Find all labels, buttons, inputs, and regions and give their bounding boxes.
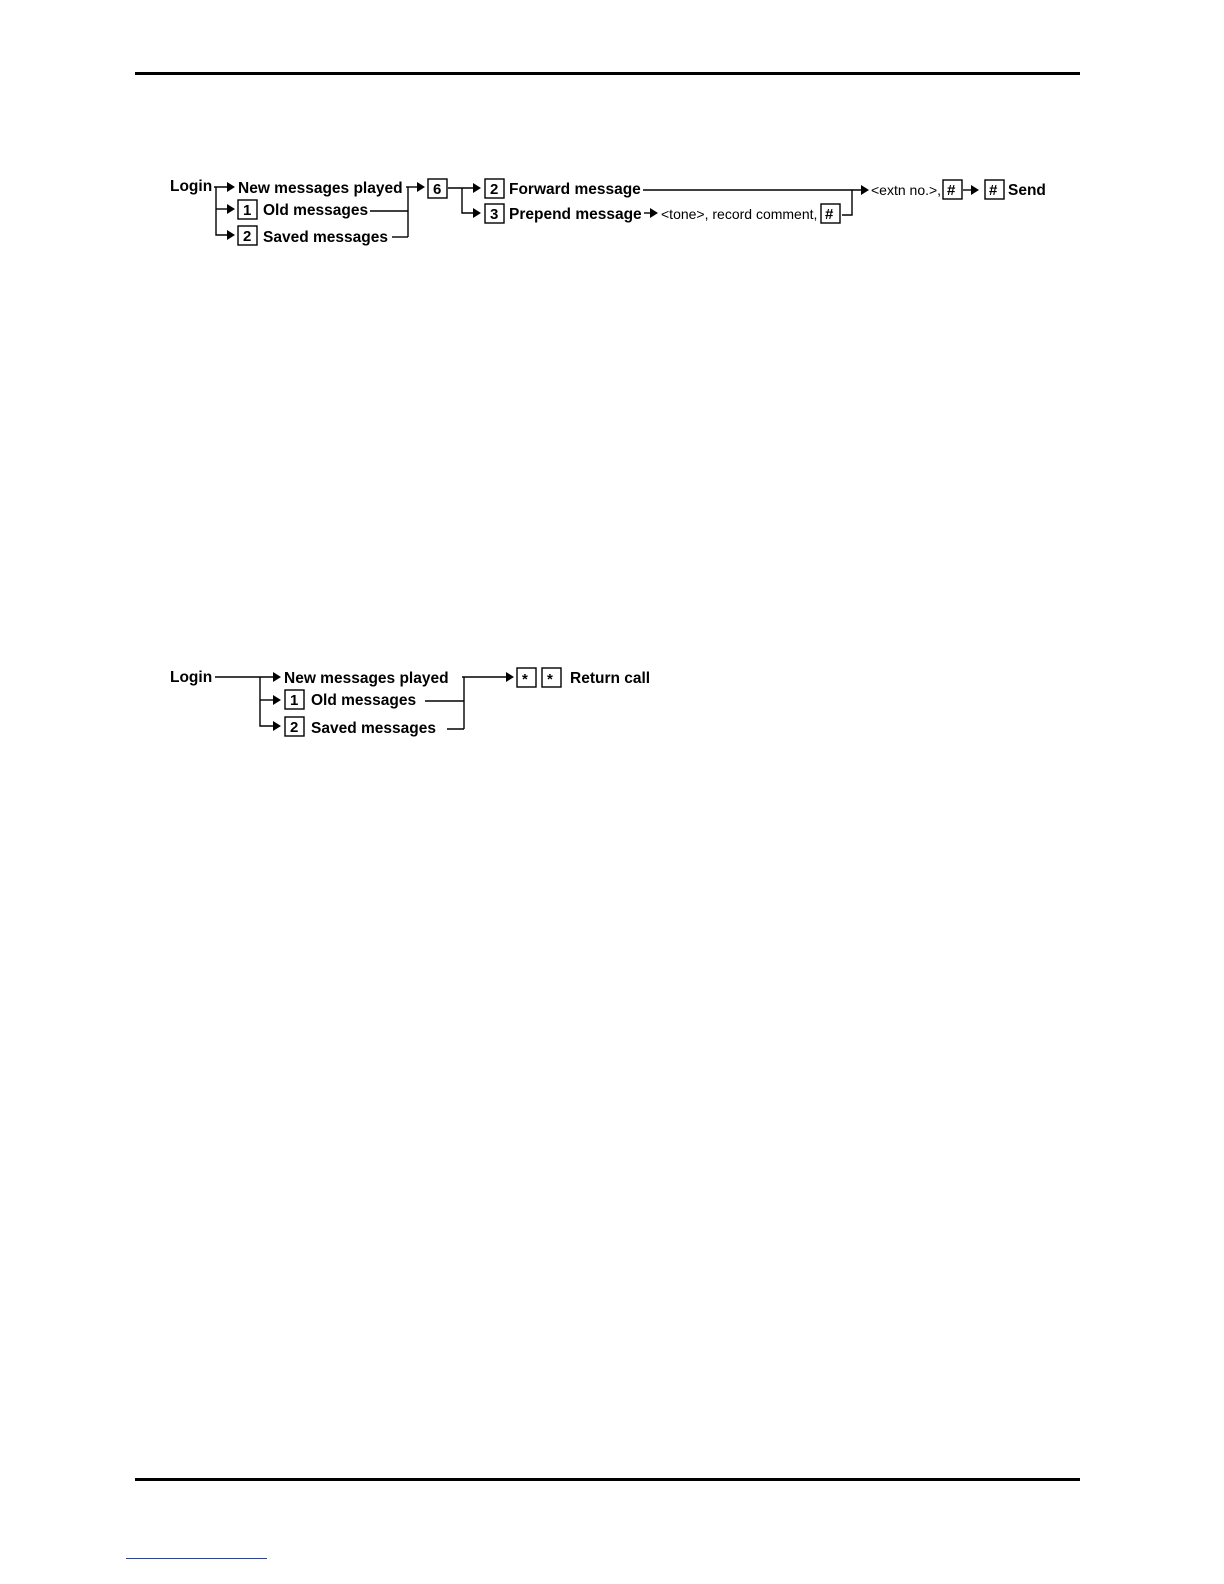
prepend-steps-text: <tone>, record comment, (661, 206, 818, 222)
saved-messages-label: Saved messages (263, 229, 388, 246)
star-key-2: * (547, 671, 553, 688)
new-messages-label: New messages played (238, 180, 403, 197)
extn-number-text: <extn no.>, (871, 182, 942, 198)
old-messages-key-2: 1 (290, 692, 299, 709)
footer-rule (135, 1478, 1080, 1481)
return-call-diagram (0, 640, 1224, 760)
prepend-message-label: Prepend message (509, 206, 642, 223)
login-label: Login (170, 178, 213, 195)
send-hash-key: # (989, 182, 998, 199)
forward-message-diagram (0, 0, 1224, 300)
extn-hash-key: # (947, 182, 956, 199)
old-messages-label-2: Old messages (311, 692, 417, 709)
saved-messages-key-2: 2 (290, 719, 299, 736)
old-messages-label: Old messages (263, 202, 369, 219)
forward-key: 2 (490, 181, 499, 198)
saved-messages-label-2: Saved messages (311, 720, 436, 737)
menu-key-6: 6 (433, 181, 442, 198)
old-messages-key: 1 (243, 202, 252, 219)
prepend-key: 3 (490, 206, 499, 223)
star-key-1: * (522, 671, 528, 688)
return-call-label: Return call (570, 670, 651, 687)
login-label-2: Login (170, 669, 213, 686)
saved-messages-key: 2 (243, 228, 252, 245)
new-messages-label-2: New messages played (284, 670, 449, 687)
send-label: Send (1008, 182, 1046, 199)
prepend-hash-key: # (825, 206, 834, 223)
forward-message-label: Forward message (509, 181, 641, 198)
footer-link-underline[interactable] (126, 1558, 267, 1559)
